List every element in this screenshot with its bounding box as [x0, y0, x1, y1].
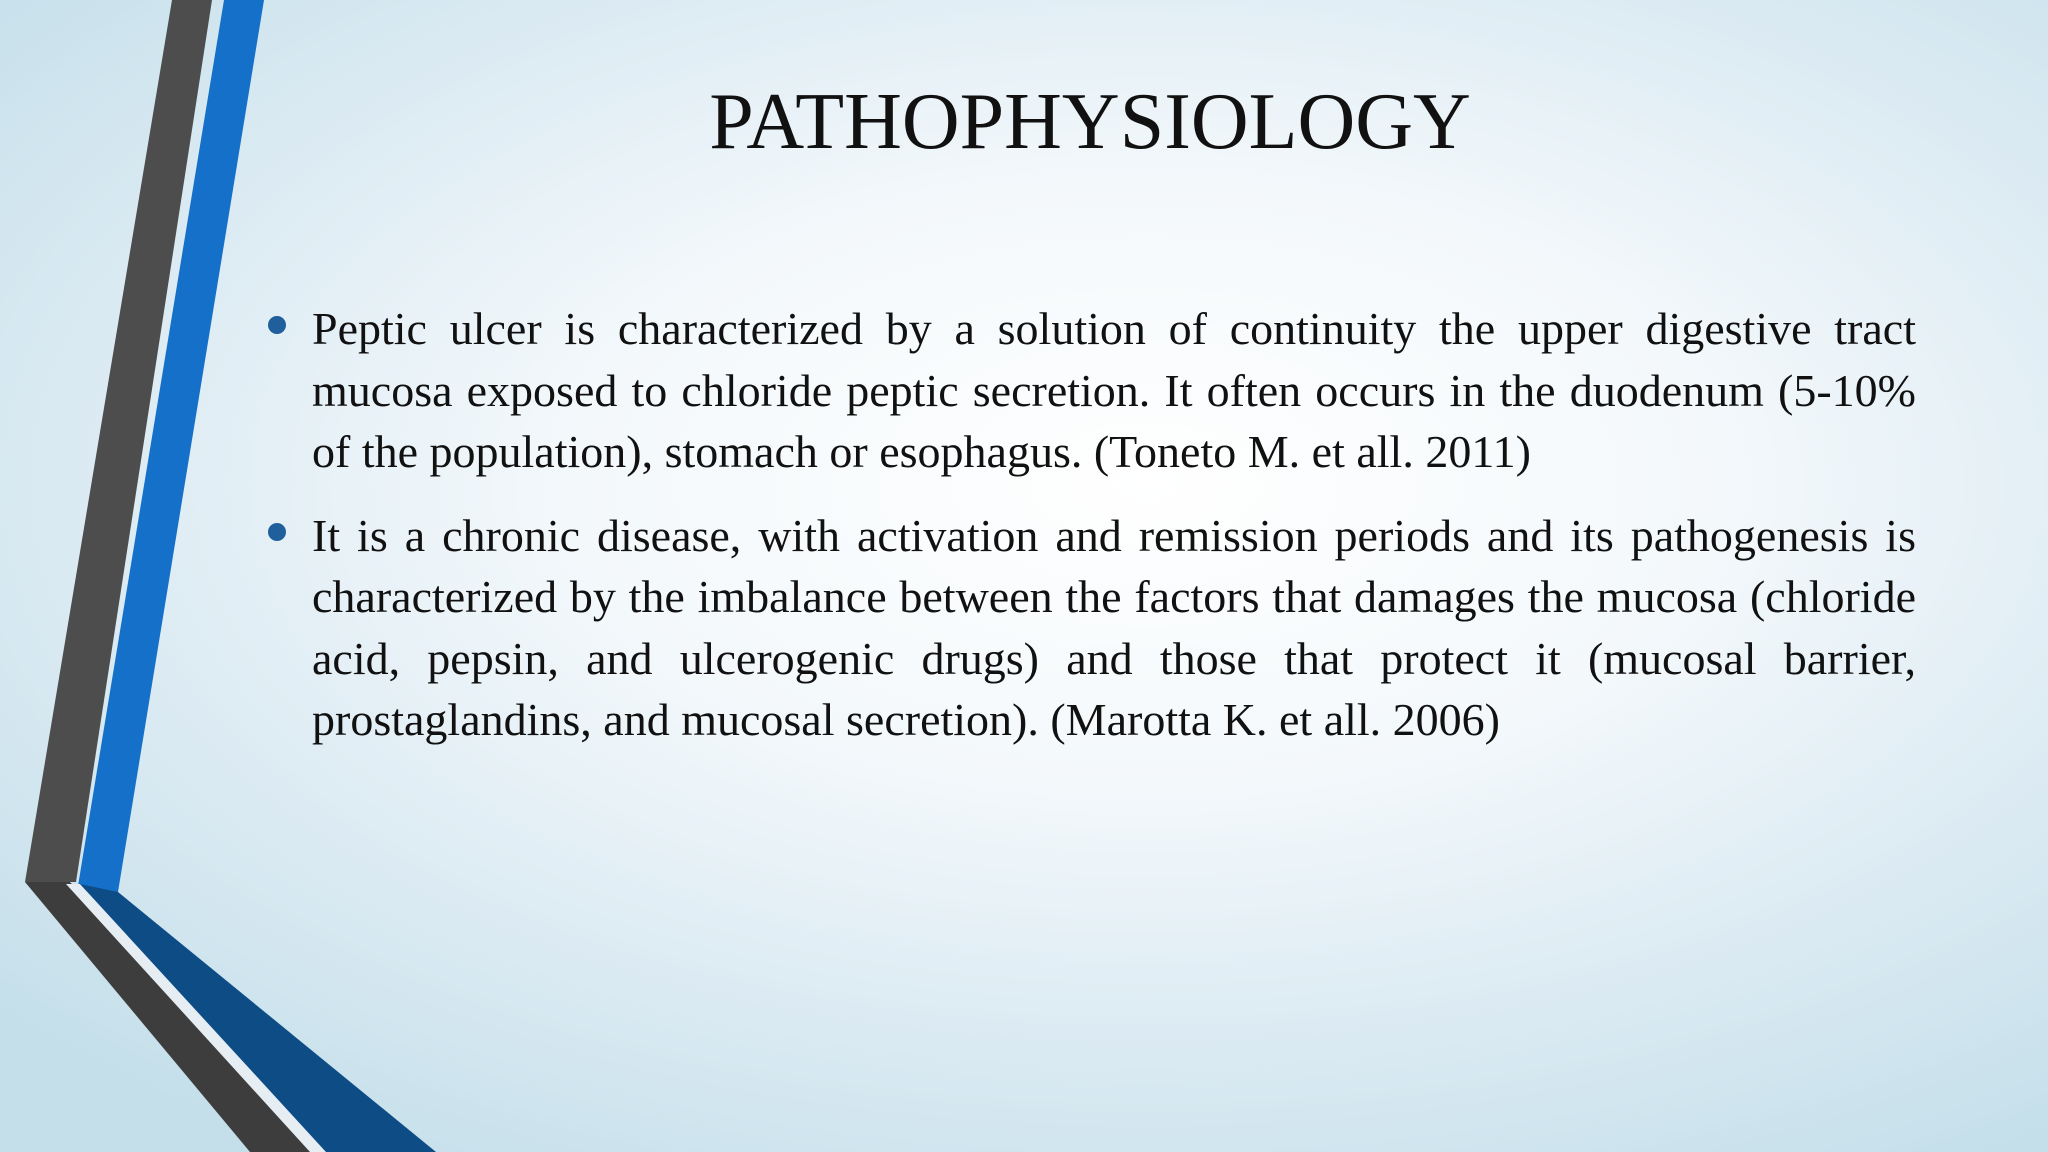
bullet-text: Peptic ulcer is characterized by a solution of continuity the upper digestive tract mucosa exposed to chloride peptic secretion. It often occurs in the duodenum (5-10% of the population), stomach or esophagus. (Toneto M. et all. 2011) — [312, 303, 1916, 477]
dark-diagonal-stripe — [25, 882, 316, 1152]
bullet-dot-icon — [268, 316, 286, 334]
bullet-dot-icon — [268, 523, 286, 541]
bullet-text: It is a chronic disease, with activation and remission periods and its pathogenesis is characterized by the imbalance between the factors that damages the mucosa (chloride acid, pepsin, and ulcerogenic drugs) and those that protect it (mucosal barrier, prostaglandins, and mucosal secretion). (Marotta K. et all. 2006) — [312, 509, 1916, 745]
white-separator — [66, 884, 326, 1152]
slide-title: PATHOPHYSIOLOGY — [709, 78, 1471, 166]
bullet-list — [312, 298, 1916, 773]
bullet-item — [312, 505, 1916, 751]
bullet-item — [312, 298, 1916, 483]
